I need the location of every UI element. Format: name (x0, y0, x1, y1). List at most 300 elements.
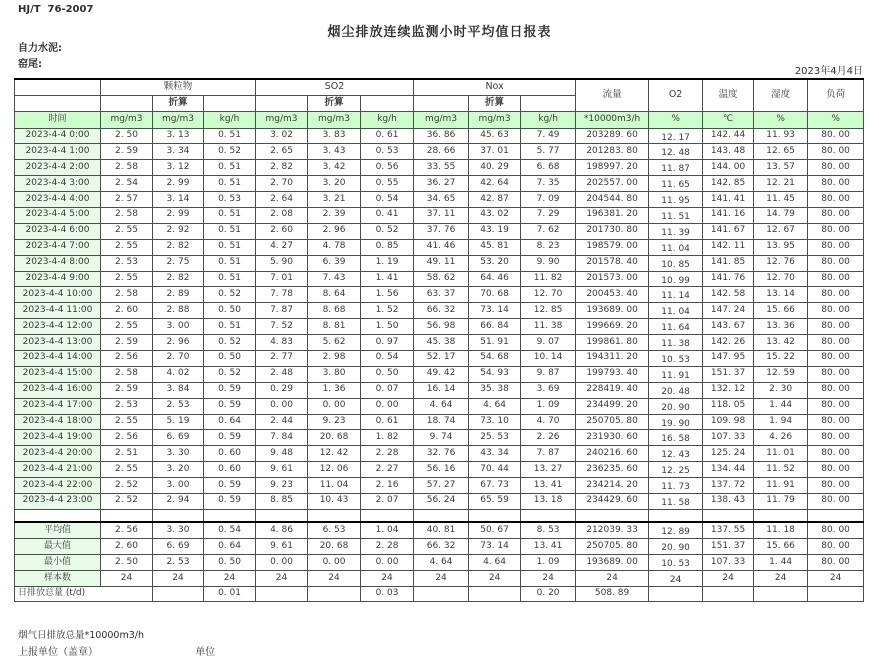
value-cell: 0. 64 (204, 414, 256, 430)
summary-row (15, 539, 864, 555)
time-cell: 2023-4-4 1:00 (15, 144, 101, 160)
value-cell: 11. 95 (649, 192, 703, 208)
value-cell: 80. 00 (808, 287, 864, 303)
value-cell: 2. 96 (153, 335, 204, 351)
value-cell: 24 (256, 571, 308, 587)
value-cell: 2. 56 (101, 350, 153, 366)
column-header: 负荷 (808, 79, 864, 111)
converted-header: 折算 (469, 95, 521, 111)
value-cell: 6. 69 (153, 539, 204, 555)
value-cell: 11. 14 (649, 287, 703, 303)
value-cell: 0. 59 (204, 398, 256, 414)
value-cell: 0. 51 (204, 223, 256, 239)
value-cell: 0. 52 (204, 366, 256, 382)
value-cell: 45. 81 (469, 239, 521, 255)
value-cell: 2. 59 (101, 144, 153, 160)
value-cell: 13. 41 (521, 539, 576, 555)
value-cell: 11. 91 (649, 366, 703, 382)
value-cell: 11. 65 (649, 176, 703, 192)
value-cell: 12. 06 (308, 462, 361, 478)
blank-cell (414, 509, 469, 522)
value-cell: 3. 83 (308, 128, 361, 144)
value-cell: 8. 23 (521, 239, 576, 255)
value-cell: 0. 56 (361, 160, 414, 176)
value-cell: 0. 50 (204, 350, 256, 366)
value-cell (153, 586, 204, 601)
value-cell: 200453. 40 (576, 287, 649, 303)
value-cell: 80. 00 (808, 555, 864, 571)
value-cell: 125. 24 (703, 446, 754, 462)
value-cell: 2. 92 (153, 223, 204, 239)
value-cell: 2. 88 (153, 303, 204, 319)
value-cell: 7. 43 (308, 271, 361, 287)
value-cell: 0. 51 (204, 319, 256, 335)
value-cell: 6. 39 (308, 255, 361, 271)
value-cell: 2. 39 (308, 207, 361, 223)
value-cell (308, 586, 361, 601)
value-cell: 0. 51 (204, 255, 256, 271)
unit-header: mg/m3 (101, 111, 153, 128)
value-cell: 58. 62 (414, 271, 469, 287)
value-cell: 198997. 20 (576, 160, 649, 176)
value-cell: 2. 82 (153, 271, 204, 287)
value-cell: 2. 55 (101, 223, 153, 239)
unit-header: mg/m3 (414, 111, 469, 128)
value-cell: 54. 68 (469, 350, 521, 366)
summary-label: 平均值 (15, 522, 101, 538)
value-cell: 12. 76 (754, 255, 808, 271)
value-cell: 137. 55 (703, 522, 754, 538)
blank-cell (308, 509, 361, 522)
value-cell: 10. 99 (649, 271, 703, 287)
value-cell: 2. 64 (256, 192, 308, 208)
value-cell: 80. 00 (808, 446, 864, 462)
value-cell: 16. 58 (649, 430, 703, 446)
data-row (15, 493, 864, 509)
blank-cell (153, 509, 204, 522)
report-unit-label: 上报单位（盖章） (18, 647, 98, 658)
value-cell: 3. 21 (308, 192, 361, 208)
group-header: SO2 (256, 79, 414, 95)
data-row (15, 144, 864, 160)
blank-cell (361, 509, 414, 522)
value-cell: 2. 82 (256, 160, 308, 176)
time-cell: 2023-4-4 18:00 (15, 414, 101, 430)
value-cell: 7. 35 (521, 176, 576, 192)
value-cell: 0. 20 (521, 586, 576, 601)
value-cell: 80. 00 (808, 207, 864, 223)
value-cell: 2. 55 (101, 271, 153, 287)
value-cell: 198579. 00 (576, 239, 649, 255)
value-cell: 1. 04 (361, 522, 414, 538)
value-cell: 56. 24 (414, 493, 469, 509)
blank-cell (808, 509, 864, 522)
value-cell: 65. 59 (469, 493, 521, 509)
value-cell: 231930. 60 (576, 430, 649, 446)
value-cell: 10. 43 (308, 493, 361, 509)
blank-cell (361, 95, 414, 111)
value-cell: 9. 90 (521, 255, 576, 271)
value-cell: 13. 57 (754, 160, 808, 176)
value-cell: 196381. 20 (576, 207, 649, 223)
value-cell: 80. 00 (808, 350, 864, 366)
value-cell: 138. 43 (703, 493, 754, 509)
value-cell: 193689. 00 (576, 555, 649, 571)
value-cell: 43. 19 (469, 223, 521, 239)
value-cell: 13. 41 (521, 478, 576, 494)
value-cell: 10. 53 (649, 350, 703, 366)
value-cell: 2. 70 (256, 176, 308, 192)
data-row (15, 239, 864, 255)
value-cell: 2. 82 (153, 239, 204, 255)
data-row (15, 160, 864, 176)
value-cell: 12. 42 (308, 446, 361, 462)
value-cell: 70. 44 (469, 462, 521, 478)
value-cell: 0. 51 (204, 160, 256, 176)
value-cell: 2. 53 (153, 398, 204, 414)
value-cell: 10. 53 (649, 555, 703, 571)
company-label: 自力水泥: (18, 43, 62, 54)
value-cell: 2. 89 (153, 287, 204, 303)
value-cell: 52. 17 (414, 350, 469, 366)
value-cell: 0. 60 (204, 446, 256, 462)
data-row (15, 271, 864, 287)
unit-header: ℃ (703, 111, 754, 128)
value-cell: 80. 00 (808, 176, 864, 192)
value-cell: 53. 20 (469, 255, 521, 271)
time-cell: 2023-4-4 7:00 (15, 239, 101, 255)
time-cell: 2023-4-4 16:00 (15, 382, 101, 398)
value-cell: 2. 53 (101, 398, 153, 414)
value-cell: 34. 65 (414, 192, 469, 208)
value-cell: 0. 59 (204, 430, 256, 446)
value-cell: 80. 00 (808, 366, 864, 382)
time-cell: 2023-4-4 17:00 (15, 398, 101, 414)
value-cell: 2. 53 (153, 555, 204, 571)
value-cell: 3. 02 (256, 128, 308, 144)
blank-cell (204, 95, 256, 111)
value-cell: 11. 45 (754, 192, 808, 208)
value-cell: 19. 90 (649, 414, 703, 430)
value-cell: 11. 93 (754, 128, 808, 144)
value-cell: 24 (361, 571, 414, 587)
value-cell: 6. 68 (521, 160, 576, 176)
value-cell: 141. 67 (703, 223, 754, 239)
value-cell: 12. 67 (754, 223, 808, 239)
value-cell: 11. 18 (754, 522, 808, 538)
value-cell: 11. 79 (754, 493, 808, 509)
value-cell: 41. 46 (414, 239, 469, 255)
standard-number: HJ/T 76-2007 (18, 4, 94, 15)
value-cell: 56. 16 (414, 462, 469, 478)
value-cell: 141. 85 (703, 255, 754, 271)
value-cell: 13. 18 (521, 493, 576, 509)
value-cell: 11. 38 (649, 335, 703, 351)
blank-cell (256, 95, 308, 111)
value-cell: 13. 14 (754, 287, 808, 303)
value-cell: 24 (204, 571, 256, 587)
value-cell: 2. 57 (101, 192, 153, 208)
time-cell: 2023-4-4 13:00 (15, 335, 101, 351)
value-cell: 36. 27 (414, 176, 469, 192)
time-cell: 2023-4-4 6:00 (15, 223, 101, 239)
data-row (15, 319, 864, 335)
value-cell: 0. 61 (361, 128, 414, 144)
time-cell: 2023-4-4 2:00 (15, 160, 101, 176)
value-cell: 13. 95 (754, 239, 808, 255)
value-cell: 11. 51 (649, 207, 703, 223)
value-cell: 2. 51 (101, 446, 153, 462)
summary-label: 最大值 (15, 539, 101, 555)
value-cell: 4. 64 (414, 555, 469, 571)
table-body (15, 128, 864, 601)
value-cell: 236235. 60 (576, 462, 649, 478)
value-cell: 142. 11 (703, 239, 754, 255)
value-cell: 0. 61 (361, 414, 414, 430)
value-cell: 12. 59 (754, 366, 808, 382)
value-cell: 80. 00 (808, 382, 864, 398)
value-cell: 3. 13 (153, 128, 204, 144)
value-cell: 2. 08 (256, 207, 308, 223)
value-cell: 7. 87 (521, 446, 576, 462)
value-cell: 234429. 60 (576, 493, 649, 509)
unit-header: % (808, 111, 864, 128)
value-cell: 4. 64 (469, 398, 521, 414)
data-row (15, 287, 864, 303)
value-cell: 7. 78 (256, 287, 308, 303)
value-cell: 20. 48 (649, 382, 703, 398)
blank-cell (15, 509, 101, 522)
value-cell: 240216. 60 (576, 446, 649, 462)
value-cell: 9. 23 (256, 478, 308, 494)
value-cell: 43. 34 (469, 446, 521, 462)
value-cell: 201573. 00 (576, 271, 649, 287)
value-cell: 0. 51 (204, 239, 256, 255)
value-cell: 134. 44 (703, 462, 754, 478)
value-cell: 24 (576, 571, 649, 587)
value-cell: 107. 33 (703, 430, 754, 446)
summary-row (15, 571, 864, 587)
page-title: 烟尘排放连续监测小时平均值日报表 (327, 25, 552, 40)
time-cell: 2023-4-4 11:00 (15, 303, 101, 319)
time-cell: 2023-4-4 3:00 (15, 176, 101, 192)
value-cell: 15. 22 (754, 350, 808, 366)
value-cell: 12. 89 (649, 522, 703, 538)
value-cell: 80. 00 (808, 414, 864, 430)
value-cell: 2. 28 (361, 446, 414, 462)
value-cell: 12. 25 (649, 462, 703, 478)
value-cell: 0. 64 (204, 539, 256, 555)
time-cell: 2023-4-4 4:00 (15, 192, 101, 208)
value-cell: 80. 00 (808, 192, 864, 208)
value-cell: 2. 07 (361, 493, 414, 509)
value-cell: 2. 28 (361, 539, 414, 555)
value-cell: 201578. 40 (576, 255, 649, 271)
value-cell: 2. 55 (101, 414, 153, 430)
value-cell: 80. 00 (808, 239, 864, 255)
value-cell: 1. 56 (361, 287, 414, 303)
value-cell: 2. 99 (153, 207, 204, 223)
time-cell: 2023-4-4 12:00 (15, 319, 101, 335)
value-cell: 0. 00 (361, 555, 414, 571)
value-cell: 0. 52 (204, 335, 256, 351)
value-cell: 1. 52 (361, 303, 414, 319)
value-cell: 12. 65 (754, 144, 808, 160)
value-cell: 24 (808, 571, 864, 587)
value-cell: 80. 00 (808, 462, 864, 478)
time-cell: 2023-4-4 14:00 (15, 350, 101, 366)
value-cell: 9. 48 (256, 446, 308, 462)
value-cell: 66. 32 (414, 303, 469, 319)
value-cell: 143. 67 (703, 319, 754, 335)
unit-label: 单位 (195, 647, 216, 658)
daily-total-row (15, 586, 864, 601)
data-row (15, 303, 864, 319)
value-cell: 64. 46 (469, 271, 521, 287)
value-cell: 50. 67 (469, 522, 521, 538)
time-cell: 2023-4-4 19:00 (15, 430, 101, 446)
unit-header: % (754, 111, 808, 128)
value-cell: 9. 61 (256, 462, 308, 478)
value-cell: 37. 76 (414, 223, 469, 239)
unit-header: mg/m3 (256, 111, 308, 128)
value-cell: 12. 70 (754, 271, 808, 287)
value-cell: 40. 81 (414, 522, 469, 538)
value-cell: 0. 52 (204, 144, 256, 160)
value-cell: 70. 68 (469, 287, 521, 303)
value-cell: 2. 56 (101, 522, 153, 538)
value-cell: 13. 42 (754, 335, 808, 351)
value-cell: 0. 00 (361, 398, 414, 414)
value-cell: 80. 00 (808, 335, 864, 351)
value-cell: 20. 90 (649, 539, 703, 555)
value-cell: 37. 01 (469, 144, 521, 160)
daily-total-label: 日排放总量 (t/d) (15, 586, 153, 601)
table-header (15, 79, 864, 128)
value-cell: 4. 86 (256, 522, 308, 538)
value-cell: 57. 27 (414, 478, 469, 494)
value-cell: 1. 44 (754, 555, 808, 571)
value-cell: 2. 70 (153, 350, 204, 366)
value-cell: 109. 98 (703, 414, 754, 430)
value-cell: 11. 39 (649, 223, 703, 239)
value-cell (414, 586, 469, 601)
value-cell: 2. 58 (101, 207, 153, 223)
data-row (15, 192, 864, 208)
value-cell: 49. 11 (414, 255, 469, 271)
value-cell: 24 (101, 571, 153, 587)
value-cell: 35. 38 (469, 382, 521, 398)
value-cell: 0. 59 (204, 382, 256, 398)
value-cell: 4. 64 (414, 398, 469, 414)
value-cell: 141. 76 (703, 271, 754, 287)
value-cell: 0. 00 (308, 555, 361, 571)
value-cell: 151. 37 (703, 366, 754, 382)
value-cell: 2. 52 (101, 478, 153, 494)
unit-header: % (649, 111, 703, 128)
value-cell: 67. 73 (469, 478, 521, 494)
value-cell: 5. 62 (308, 335, 361, 351)
blank-cell (101, 95, 153, 111)
value-cell: 80. 00 (808, 430, 864, 446)
time-cell: 2023-4-4 8:00 (15, 255, 101, 271)
blank-cell (256, 509, 308, 522)
data-row (15, 398, 864, 414)
value-cell: 2. 56 (101, 430, 153, 446)
value-cell: 9. 23 (308, 414, 361, 430)
value-cell: 201730. 80 (576, 223, 649, 239)
value-cell: 11. 73 (649, 478, 703, 494)
value-cell: 80. 00 (808, 255, 864, 271)
value-cell: 20. 68 (308, 430, 361, 446)
summary-row (15, 555, 864, 571)
report-date: 2023年4月4日 (794, 66, 863, 77)
value-cell: 1. 44 (754, 398, 808, 414)
value-cell: 80. 00 (808, 271, 864, 287)
value-cell: 24 (754, 571, 808, 587)
value-cell: 3. 20 (308, 176, 361, 192)
value-cell: 3. 69 (521, 382, 576, 398)
value-cell: 11. 58 (649, 493, 703, 509)
value-cell: 51. 91 (469, 335, 521, 351)
value-cell: 0. 00 (308, 398, 361, 414)
value-cell: 20. 90 (649, 398, 703, 414)
value-cell: 234499. 20 (576, 398, 649, 414)
value-cell: 11. 91 (754, 478, 808, 494)
value-cell: 0. 50 (204, 303, 256, 319)
value-cell: 20. 68 (308, 539, 361, 555)
value-cell: 49. 42 (414, 366, 469, 382)
value-cell: 24 (521, 571, 576, 587)
data-row (15, 462, 864, 478)
value-cell: 3. 30 (153, 522, 204, 538)
value-cell: 0. 03 (361, 586, 414, 601)
data-row (15, 128, 864, 144)
group-header: Nox (414, 79, 576, 95)
value-cell: 33. 55 (414, 160, 469, 176)
report-table (14, 78, 864, 602)
value-cell: 199861. 80 (576, 335, 649, 351)
value-cell: 144. 00 (703, 160, 754, 176)
value-cell: 7. 84 (256, 430, 308, 446)
value-cell: 18. 74 (414, 414, 469, 430)
value-cell: 212039. 33 (576, 522, 649, 538)
value-cell: 3. 00 (153, 478, 204, 494)
value-cell: 0. 59 (204, 478, 256, 494)
value-cell: 2. 50 (101, 555, 153, 571)
value-cell: 28. 66 (414, 144, 469, 160)
value-cell: 7. 29 (521, 207, 576, 223)
value-cell: 1. 36 (308, 382, 361, 398)
summary-label: 样本数 (15, 571, 101, 587)
converted-header: 折算 (153, 95, 204, 111)
value-cell: 2. 54 (101, 176, 153, 192)
summary-row (15, 522, 864, 538)
value-cell: 2. 30 (754, 382, 808, 398)
unit-header: kg/h (521, 111, 576, 128)
value-cell: 0. 59 (204, 493, 256, 509)
value-cell: 0. 00 (256, 398, 308, 414)
blank-cell (204, 509, 256, 522)
value-cell: 0. 51 (204, 128, 256, 144)
value-cell: 0. 85 (361, 239, 414, 255)
value-cell: 73. 14 (469, 539, 521, 555)
value-cell: 0. 07 (361, 382, 414, 398)
value-cell: 40. 29 (469, 160, 521, 176)
value-cell: 80. 00 (808, 539, 864, 555)
corner-cell (15, 95, 101, 111)
value-cell: 13. 36 (754, 319, 808, 335)
